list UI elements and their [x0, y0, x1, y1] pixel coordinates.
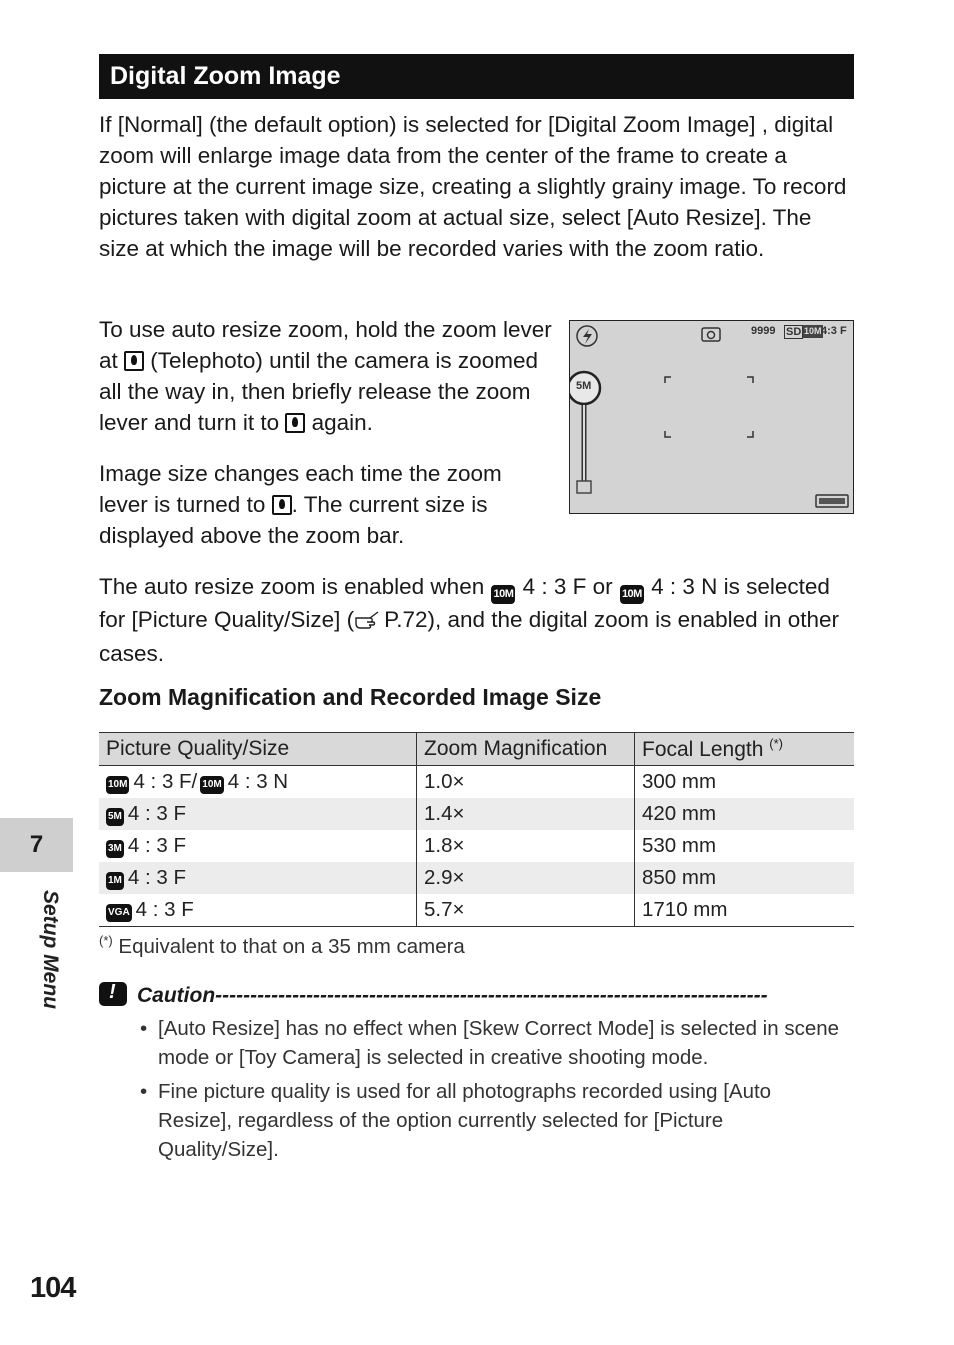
enabled-text-3: 4 : 3 N is selected for [Picture Quality/Size] (: [99, 574, 830, 632]
cell-focal: 850 mm: [635, 862, 855, 894]
card-icon: SD: [786, 326, 802, 338]
col-header-focal: [635, 733, 855, 766]
size-change-paragraph: [99, 458, 554, 551]
focal-header-label: Focal Length: [642, 738, 764, 761]
cell-zoom: 1.8×: [417, 830, 635, 862]
table-row: [99, 766, 854, 799]
quality-icon: 10M: [106, 776, 129, 794]
telephoto-icon: [124, 351, 144, 371]
table-row: [99, 830, 854, 862]
auto-resize-text-3: again.: [305, 410, 373, 435]
table-row: [99, 894, 854, 927]
footnote-text: Equivalent to that on a 35 mm camera: [118, 934, 465, 958]
caution-label: Caution: [137, 984, 216, 1007]
list-item: • Fine picture quality is used for all photographs recorded using [Auto Resize], regardless of the option currently selected for [Picture Quality/Size].: [140, 1077, 840, 1164]
table-heading: Zoom Magnification and Recorded Image Size: [99, 684, 602, 710]
cell-quality: [99, 862, 417, 894]
wide-icon: [577, 481, 591, 493]
quality-icon: VGA: [106, 904, 132, 922]
table-row: [99, 862, 854, 894]
cell-zoom: 1.0×: [417, 766, 635, 799]
auto-resize-paragraph: [99, 314, 554, 438]
caution-header: [99, 982, 854, 1012]
cell-quality: [99, 894, 417, 927]
size-label: 4 : 3 F: [127, 866, 187, 889]
auto-resize-text-1: To use auto resize zoom, hold the zoom lever at: [99, 317, 552, 373]
quality-10m-icon: 10M: [620, 585, 644, 604]
size-label: 4 : 3 F/: [133, 770, 198, 793]
cell-zoom: 1.4×: [417, 798, 635, 830]
quality-10m-icon: 10M: [491, 585, 515, 604]
flash-bolt: [583, 329, 592, 344]
cell-focal: 1710 mm: [635, 894, 855, 927]
size-change-text-1: Image size changes each time the zoom lever is turned to: [99, 461, 502, 517]
cell-zoom: 5.7×: [417, 894, 635, 927]
enabled-paragraph: [99, 571, 854, 669]
quality-icon: 10M: [804, 326, 822, 336]
footnote-mark: (*): [769, 736, 783, 751]
cell-quality: [99, 766, 417, 799]
size-label: 4 : 3 F: [135, 898, 194, 921]
table-header-row: [99, 733, 854, 766]
cell-focal: 300 mm: [642, 770, 717, 793]
zoom-table: [99, 732, 854, 927]
quality-icon: 3M: [106, 840, 124, 858]
size-label: 4 : 3 F: [127, 802, 187, 825]
cell-quality: [99, 798, 417, 830]
quality-icon: 1M: [106, 872, 124, 890]
caution-dashes: -------------------------------------------------------------------------------: [215, 984, 768, 1007]
enabled-text-4: P.72), and the digital zoom is enabled in other cases.: [99, 607, 839, 666]
cell-focal: 530 mm: [642, 834, 717, 857]
telephoto-icon: [285, 413, 305, 433]
list-item: • [Auto Resize] has no effect when [Skew Correct Mode] is selected in scene mode or [Toy Camera] is selected in creative shooting mode.: [140, 1014, 840, 1072]
quality-icon: 5M: [106, 808, 124, 826]
footnote-mark: (*): [99, 933, 113, 948]
table-row: [99, 798, 854, 830]
reference-hand-icon: [354, 607, 384, 638]
chapter-tab: 7: [0, 818, 73, 872]
col-header-zoom: Zoom Magnification: [417, 733, 635, 766]
telephoto-icon: [272, 495, 292, 515]
zoom-size-label: 5M: [576, 380, 592, 392]
caution-icon: [99, 982, 127, 1006]
cell-zoom: 2.9×: [417, 862, 635, 894]
chapter-label: Setup Menu: [39, 890, 62, 1009]
shots-remaining: 9999: [751, 325, 776, 337]
quality-icon: 10M: [200, 776, 223, 794]
size-label: 4 : 3 N: [227, 770, 289, 793]
size-label: 4 : 3 F: [127, 834, 187, 857]
enabled-text-1: The auto resize zoom is enabled when: [99, 574, 491, 599]
auto-resize-text-2: (Telephoto) until the camera is zoomed all the way in, then briefly release the zoom lever and turn it to: [99, 348, 538, 435]
page-number: 104: [30, 1272, 76, 1304]
caution-list: [140, 1014, 840, 1169]
intro-paragraph: If [Normal] (the default option) is selected for [Digital Zoom Image] , digital zoom will enlarge image data from the center of the frame to create a picture at the current image size, creating a slightly grainy image. To record pictures taken with digital zoom at actual size, select [Auto Resize]. The size at which the image will be recorded varies with the zoom ratio.: [99, 112, 847, 261]
col-header-quality: Picture Quality/Size: [99, 733, 417, 766]
camera-screen: [569, 320, 854, 514]
size-change-text-2: . The current size is displayed above the zoom bar.: [99, 492, 488, 548]
cell-focal: 420 mm: [635, 798, 855, 830]
quality-label: 4:3 F: [821, 325, 847, 337]
cell-quality: [99, 830, 417, 862]
enabled-text-2: 4 : 3 F or: [516, 574, 619, 599]
camera-screen-graphics: [570, 321, 852, 512]
footnote: [99, 933, 465, 959]
section-title: Digital Zoom Image: [99, 54, 854, 99]
